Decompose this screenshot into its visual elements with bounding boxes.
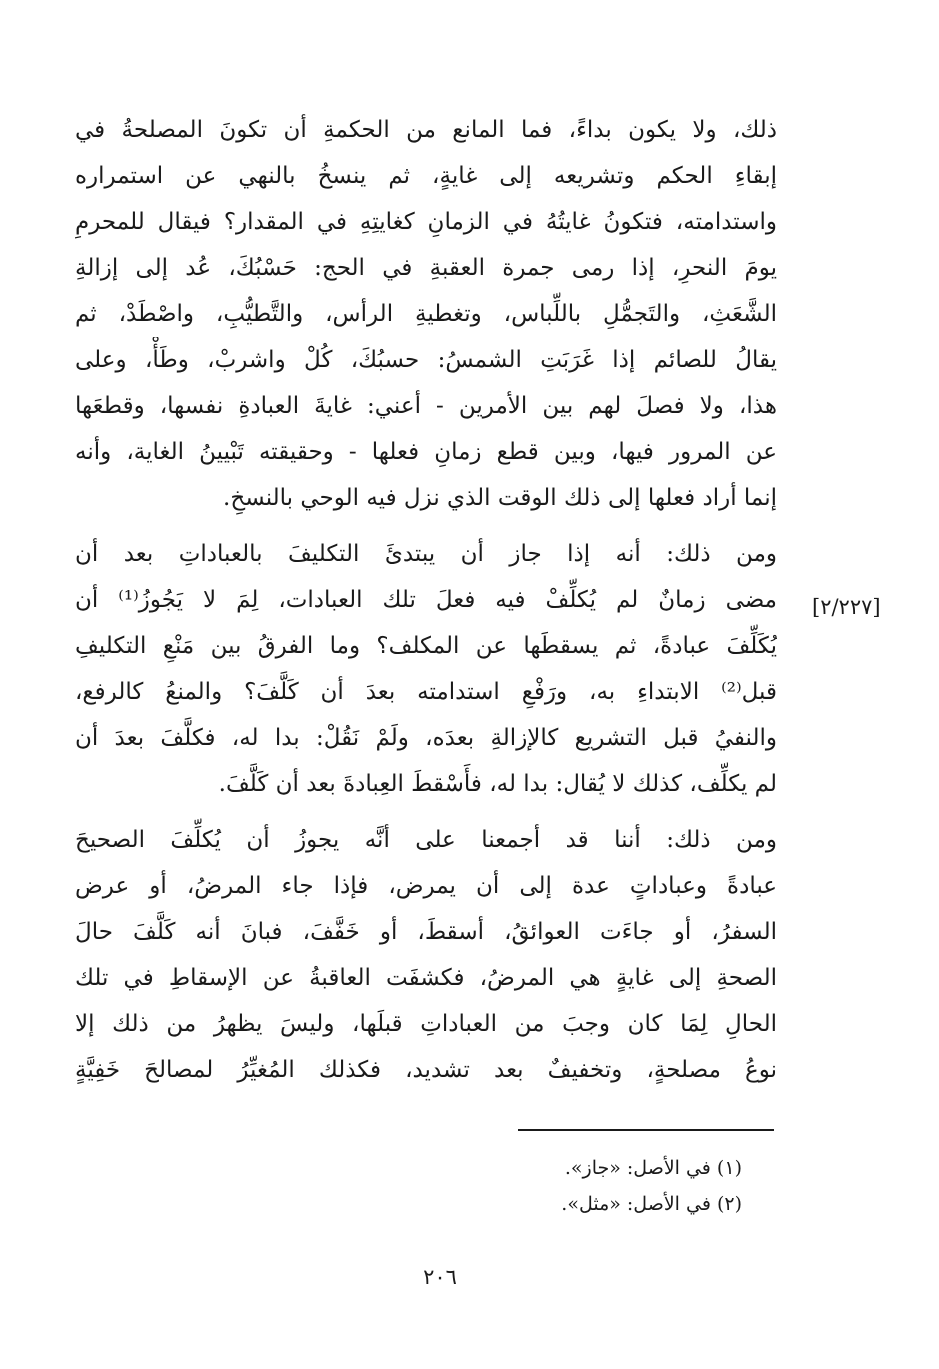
footnotes [420,1150,742,1222]
text-line: إبقاءِ الحكم وتشريعه إلى غايةٍ، ثم ينسخُ بالنهي عن استمراره [75,163,777,189]
text-line: يومَ النحرِ، إذا رمى جمرة العقبةِ في الحج: حَسْبُكَ، عُد إلى إزالةِ [75,255,777,281]
text-line: السفرُ، أو جاءَت العوائقُ، أسقطَ، أو خَفَّفَ، فبانَ أنه كَلَّفَ حالَ [75,919,777,945]
text-line: والنفيُ قبل التشريع كالإزالةِ بعدَه، ولَمْ نَقُلْ: بدا له، فكلَّفَ بعدَ أن [75,725,777,751]
text-line: مضى زمانٌ لم يُكلِّفْ فيه فعلَ تلك العبادات، لِمَ لا يَجُوزُ⁽¹⁾ أن [75,587,777,613]
text-line: الصحةِ إلى غايةٍ هي المرضُ، فكشفَت العاقبةُ عن الإسقاطِ في تلك [75,965,777,991]
margin-page-reference: [٢/٢٢٧] [812,595,881,619]
text-line: ذلك، ولا يكون بداءً، فما المانع من الحكمةِ أن تكونَ المصلحةُ في [75,117,777,143]
text-line: يُكَلِّفَ عبادةً، ثم يسقطَها عن المكلف؟ وما الفرقُ بين مَنْعِ التكليفِ [75,633,777,659]
footnote-separator [518,1129,774,1131]
text-line: ومن ذلك: أننا قد أجمعنا على أنَّه يجوزُ أن يُكلِّفَ الصحيحَ [75,827,777,853]
page-number: ٢٠٦ [423,1265,457,1289]
text-line: لم يكلِّف، كذلك لا يُقال: بدا له، فأَسْقطَ العِبادةَ بعد أن كَلَّفَ. [218,771,777,797]
text-line: يقالُ للصائم إذا غَرَبَتِ الشمسُ: حسبُكَ، كُلْ واشربْ، وطَأْ، وعلى [75,347,777,373]
text-line: هذا، ولا فصلَ لهم بين الأمرين - أعني: غايةَ العبادةِ نفسها، وقطعَها [75,393,777,419]
footnote-2: (٢) في الأصل: «مثل». [561,1193,742,1215]
text-line: عن المرور فيها، وبين قطع زمانِ فعلها - وحقيقته تَبْيينُ الغاية، وأنه [75,439,777,465]
paragraph-1 [75,107,777,521]
text-line: الحالِ لِمَا كان وجبَ من العباداتِ قبلَها، وليسَ يظهرُ من ذلك إلا [75,1011,777,1037]
text-line: إنما أراد فعلها إلى ذلك الوقت الذي نزل فيه الوحي بالنسخِ. [223,485,777,511]
text-line: واستدامته، فتكونُ غايتُهُ في الزمانِ كغايتِهِ في المقدار؟ فيقال للمحرمِ [75,209,777,235]
text-line: قبل⁽²⁾ الابتداءِ به، ورَفْعِ استدامته بعدَ أن كَلَّفَ؟ والمنعُ كالرفع، [75,679,777,705]
paragraph-3 [75,817,777,1093]
footnote-1: (١) في الأصل: «جاز». [564,1157,742,1179]
text-line: نوعُ مصلحةٍ، وتخفيفٌ بعد تشديد، فكذلك المُغيِّرُ لمصالحَ خَفِيَّةٍ [75,1057,777,1083]
text-line: الشَّعَثِ، والتَجمُّلِ باللِّباس، وتغطيةِ الرأس، والتَّطيُّبِ، واصْطَدْ، ثم [75,301,777,327]
paragraph-2 [75,531,777,807]
text-line: عبادةً وعباداتٍ عدة إلى أن يمرض، فإذا جاء المرضُ، أو عرض [75,873,777,899]
text-line: ومن ذلك: أنه إذا جاز أن يبتدئَ التكليفَ بالعباداتِ بعد أن [75,541,777,567]
